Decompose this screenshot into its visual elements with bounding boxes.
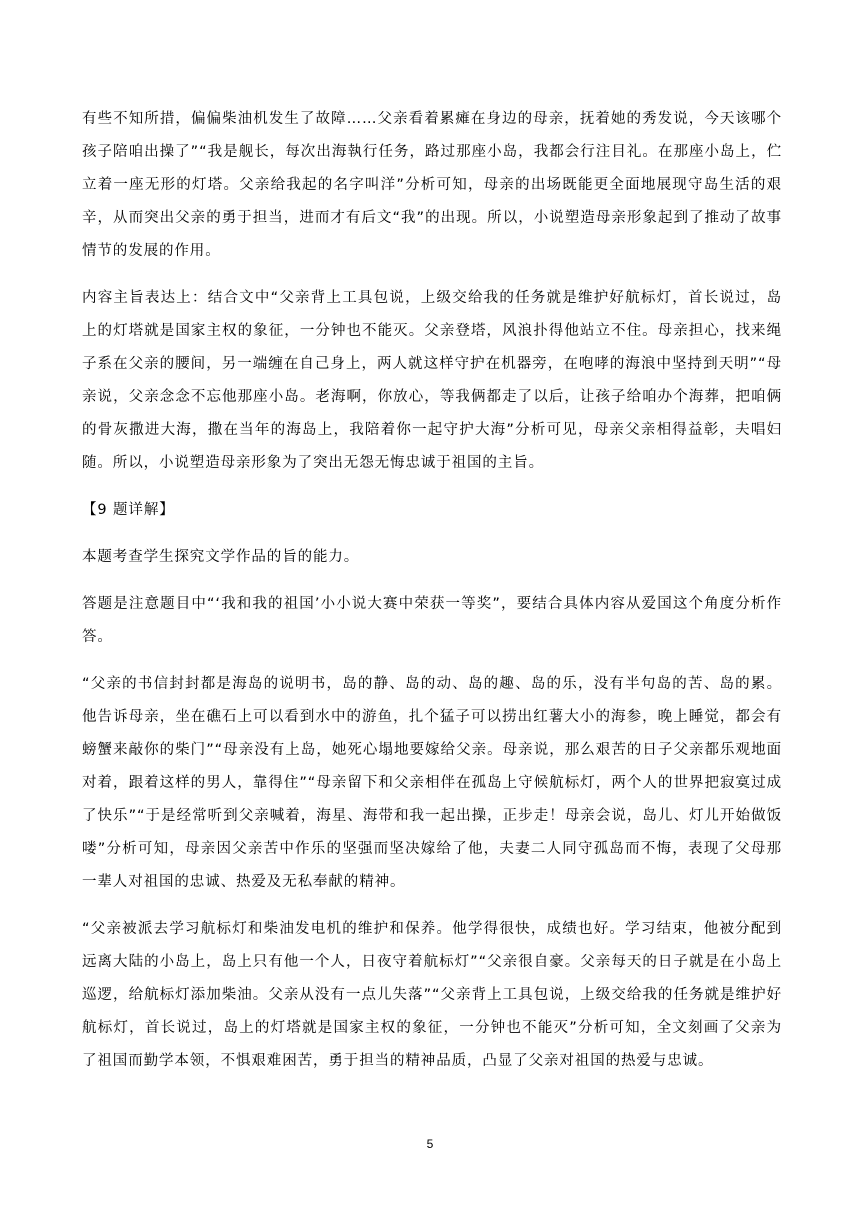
paragraph-q9-ability: 本题考查学生探究文学作品的旨的能力。 [82, 549, 360, 565]
paragraph-analysis-theme: 内容主旨表达上：结合文中“父亲背上工具包说，上级交给我的任务就是维护好航标灯，首长说过，岛上的灯塔就是国家主权的象征，一分钟也不能灭。父亲登塔，风浪扑得他站立不住。母亲担心，找来绳子系在父亲的腰间，另一端缠在自己身上，两人就这样守护在机器旁，在咆哮的海浪中坚持到天明”“母亲说，父亲念念不忘他那座小岛。老海啊，你放心，等我俩都走了以后，让孩子给咱办个海葬，把咱俩的骨灰撒进大海，撒在当年的海岛上，我陪着你一起守护大海”分析可见，母亲父亲相得益彰，夫唱妇随。所以，小说塑造母亲形象为了突出无怨无悔忠诚于祖国的主旨。 [82, 290, 782, 471]
document-body [82, 103, 782, 1092]
paragraph-q9-instruction: 答题是注意题目中“‘我和我的祖国’小小说大赛中荣获一等奖”，要结合具体内容从爱国这个角度分析作答。 [82, 596, 782, 645]
paragraph-q9-father: “父亲被派去学习航标灯和柴油发电机的维护和保养。他学得很快，成绩也好。学习结束，他被分配到远离大陆的小岛上，岛上只有他一个人，日夜守着航标灯”“父亲很自豪。父亲每天的日子就是在小岛上巡逻，给航标灯添加柴油。父亲从没有一点儿失落”“父亲背上工具包说，上级交给我的任务就是维护好航标灯，首长说过，岛上的灯塔就是国家主权的象征，一分钟也不能灭”分析可知，全文刻画了父亲为了祖国而勤学本领，不惧艰难困苦，勇于担当的精神品质，凸显了父亲对祖国的热爱与忠诚。 [82, 921, 782, 1069]
paragraph-q9-mother: “父亲的书信封封都是海岛的说明书，岛的静、岛的动、岛的趣、岛的乐，没有半句岛的苦、岛的累。他告诉母亲，坐在礁石上可以看到水中的游鱼，扎个猛子可以捞出红薯大小的海参，晚上睡觉，都会有螃蟹来敲你的柴门”“母亲没有上岛，她死心塌地要嫁给父亲。母亲说，那么艰苦的日子父亲都乐观地面对着，跟着这样的男人，靠得住”“母亲留下和父亲相伴在孤岛上守候航标灯，两个人的世界把寂寞过成了快乐”“于是经常听到父亲喊着，海星、海带和我一起出操，正步走！母亲会说，岛儿、灯儿开始做饭喽”分析可知，母亲因父亲苦中作乐的坚强而坚决嫁给了他，夫妻二人同守孤岛而不悔，表现了父母那一辈人对祖国的忠诚、热爱及无私奉献的精神。 [82, 676, 782, 890]
page-number: 5 [426, 1137, 434, 1151]
paragraph-analysis-plot: 有些不知所措，偏偏柴油机发生了故障……父亲看着累瘫在身边的母亲，抚着她的秀发说，今天该哪个孩子陪咱出操了”“我是舰长，每次出海執行任务，路过那座小岛，我都会行注目礼。在那座小岛上，伫立着一座无形的灯塔。父亲给我起的名字叫洋”分析可知，母亲的出场既能更全面地展现守岛生活的艰辛，从而突出父亲的勇于担当，进而才有后文“我”的出现。所以，小说塑造母亲形象起到了推动了故事情节的发展的作用。 [82, 111, 782, 259]
section-heading-q9: 【9 题详解】 [82, 502, 175, 518]
